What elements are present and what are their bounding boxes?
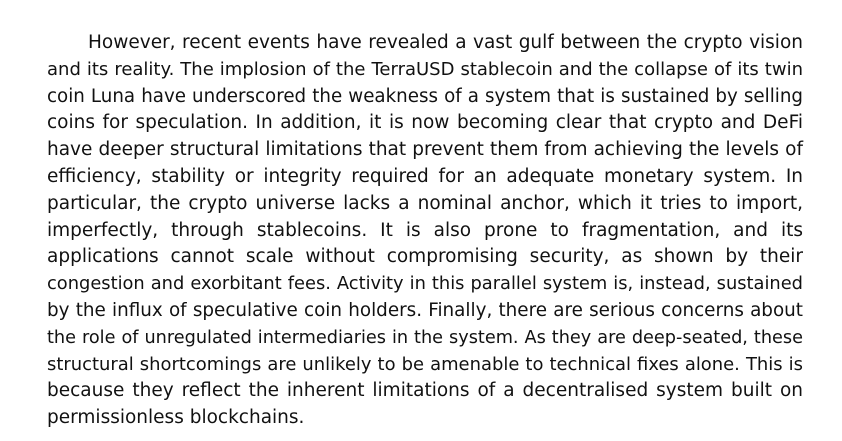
paragraph-line: the role of unregulated intermediaries in the system. As they are deep-seated, these bbox=[47, 327, 803, 348]
paragraph-line: structural shortcomings are unlikely to be amenable to technical fixes alone. This is bbox=[47, 353, 803, 375]
paragraph-line: efficiency, stability or integrity required for an adequate monetary system. In bbox=[47, 165, 803, 187]
paragraph-line: and its reality. The implosion of the TerraUSD stablecoin and the collapse of its twin bbox=[47, 58, 803, 80]
paragraph-line: have deeper structural limitations that prevent them from achieving the levels of bbox=[47, 139, 803, 161]
paragraph-line: congestion and exorbitant fees. Activity in this parallel system is, instead, sustained bbox=[47, 273, 803, 295]
paragraph-line: imperfectly, through stablecoins. It is also prone to fragmentation, and its bbox=[47, 219, 803, 241]
paragraph-line: applications cannot scale without compromising security, as shown by their bbox=[47, 246, 803, 268]
paragraph-line: by the influx of speculative coin holders. Finally, there are serious concerns about bbox=[47, 299, 803, 321]
paragraph-line: coin Luna have underscored the weakness of a system that is sustained by selling bbox=[47, 85, 803, 107]
document-page bbox=[47, 30, 803, 432]
paragraph-line: particular, the crypto universe lacks a nominal anchor, which it tries to import, bbox=[47, 192, 803, 214]
body-paragraph bbox=[47, 30, 803, 432]
paragraph-line: However, recent events have revealed a vast gulf between the crypto vision bbox=[88, 32, 803, 53]
paragraph-line: permissionless blockchains. bbox=[47, 407, 305, 429]
paragraph-line: because they reflect the inherent limitations of a decentralised system built on bbox=[47, 380, 803, 402]
paragraph-line: coins for speculation. In addition, it is now becoming clear that crypto and DeFi bbox=[47, 112, 803, 134]
